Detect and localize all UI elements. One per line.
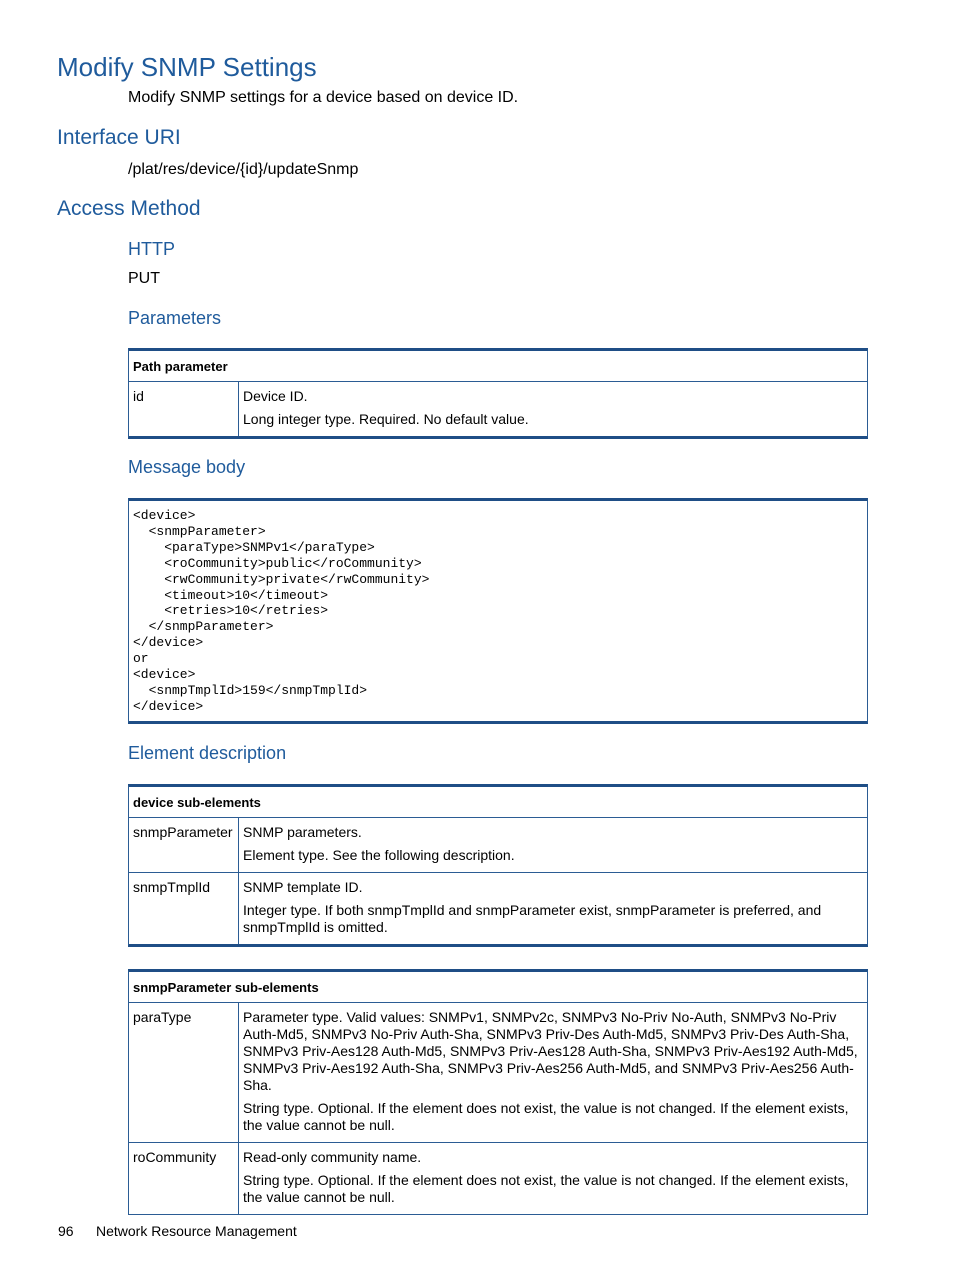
message-body-code: <device> <snmpParameter> <paraType>SNMPv1</paraType> <roCommunity>public</roCommunity> <rwCommunity>private</rwCommunity> <timeout>10</timeout> <retries>10</retries> </snmpParameter> </device> or <device> <snmpTmplId>159</snmpTmplId> </device> bbox=[133, 508, 430, 714]
snmpparameter-sub-elements-table bbox=[128, 969, 868, 1215]
description-line: Read-only community name. bbox=[243, 1149, 422, 1165]
message-body-code-block bbox=[128, 498, 868, 724]
element-description bbox=[239, 873, 867, 944]
table-header: Path parameter bbox=[129, 351, 867, 382]
table-row bbox=[129, 818, 867, 872]
description-line: String type. Optional. If the element does not exist, the value is not changed. If the element exists, the value cannot be null. bbox=[243, 1100, 849, 1133]
table-row bbox=[129, 1003, 867, 1142]
table-header: snmpParameter sub-elements bbox=[129, 972, 867, 1003]
element-description bbox=[239, 1003, 867, 1142]
description-line: Parameter type. Valid values: SNMPv1, SNMPv2c, SNMPv3 No-Priv No-Auth, SNMPv3 No-Priv Auth-Md5, SNMPv3 No-Priv Auth-Sha, SNMPv3 Priv-Des Auth-Md5, SNMPv3 Priv-Des Auth-Sha, SNMPv3 Priv-Aes128 Auth-Md5, SNMPv3 Priv-Aes128 Auth-Sha, SNMPv3 Priv-Aes192 Auth-Md5, SNMPv3 Priv-Aes192 Auth-Sha, SNMPv3 Priv-Aes256 Auth-Md5, and SNMPv3 Priv-Aes256 Auth-Sha. bbox=[243, 1009, 858, 1093]
element-description bbox=[239, 1143, 867, 1214]
element-description-heading: Element description bbox=[128, 743, 287, 763]
element-name: paraType bbox=[129, 1003, 239, 1142]
interface-uri-heading: Interface URI bbox=[57, 126, 181, 149]
element-description bbox=[239, 818, 867, 872]
param-name: id bbox=[129, 382, 239, 436]
description-line: String type. Optional. If the element does not exist, the value is not changed. If the element exists, the value cannot be null. bbox=[243, 1172, 849, 1205]
description-line: Element type. See the following description. bbox=[243, 847, 515, 863]
page-title: Modify SNMP Settings bbox=[57, 52, 317, 82]
description-line: Integer type. If both snmpTmplId and snmpParameter exist, snmpParameter is preferred, and snmpTmplId is omitted. bbox=[243, 902, 822, 935]
footer-section-title: Network Resource Management bbox=[96, 1223, 297, 1239]
description-line: SNMP template ID. bbox=[243, 879, 363, 895]
parameters-heading: Parameters bbox=[128, 308, 222, 328]
intro-text: Modify SNMP settings for a device based on device ID. bbox=[128, 89, 519, 106]
table-row bbox=[129, 872, 867, 944]
http-heading: HTTP bbox=[128, 239, 175, 259]
table-row bbox=[129, 1142, 867, 1214]
message-body-heading: Message body bbox=[128, 457, 246, 477]
element-name: snmpParameter bbox=[129, 818, 239, 872]
path-parameter-table bbox=[128, 348, 868, 439]
element-name: roCommunity bbox=[129, 1143, 239, 1214]
interface-uri-value: /plat/res/device/{id}/updateSnmp bbox=[128, 161, 359, 178]
http-method-value: PUT bbox=[128, 270, 160, 287]
element-name: snmpTmplId bbox=[129, 873, 239, 944]
description-line: SNMP parameters. bbox=[243, 824, 362, 840]
param-description bbox=[239, 382, 867, 436]
device-sub-elements-table bbox=[128, 784, 868, 947]
table-header: device sub-elements bbox=[129, 787, 867, 818]
page-number: 96 bbox=[58, 1223, 74, 1239]
description-line: Long integer type. Required. No default value. bbox=[243, 411, 529, 427]
table-row bbox=[129, 382, 867, 436]
access-method-heading: Access Method bbox=[57, 197, 201, 220]
description-line: Device ID. bbox=[243, 388, 308, 404]
